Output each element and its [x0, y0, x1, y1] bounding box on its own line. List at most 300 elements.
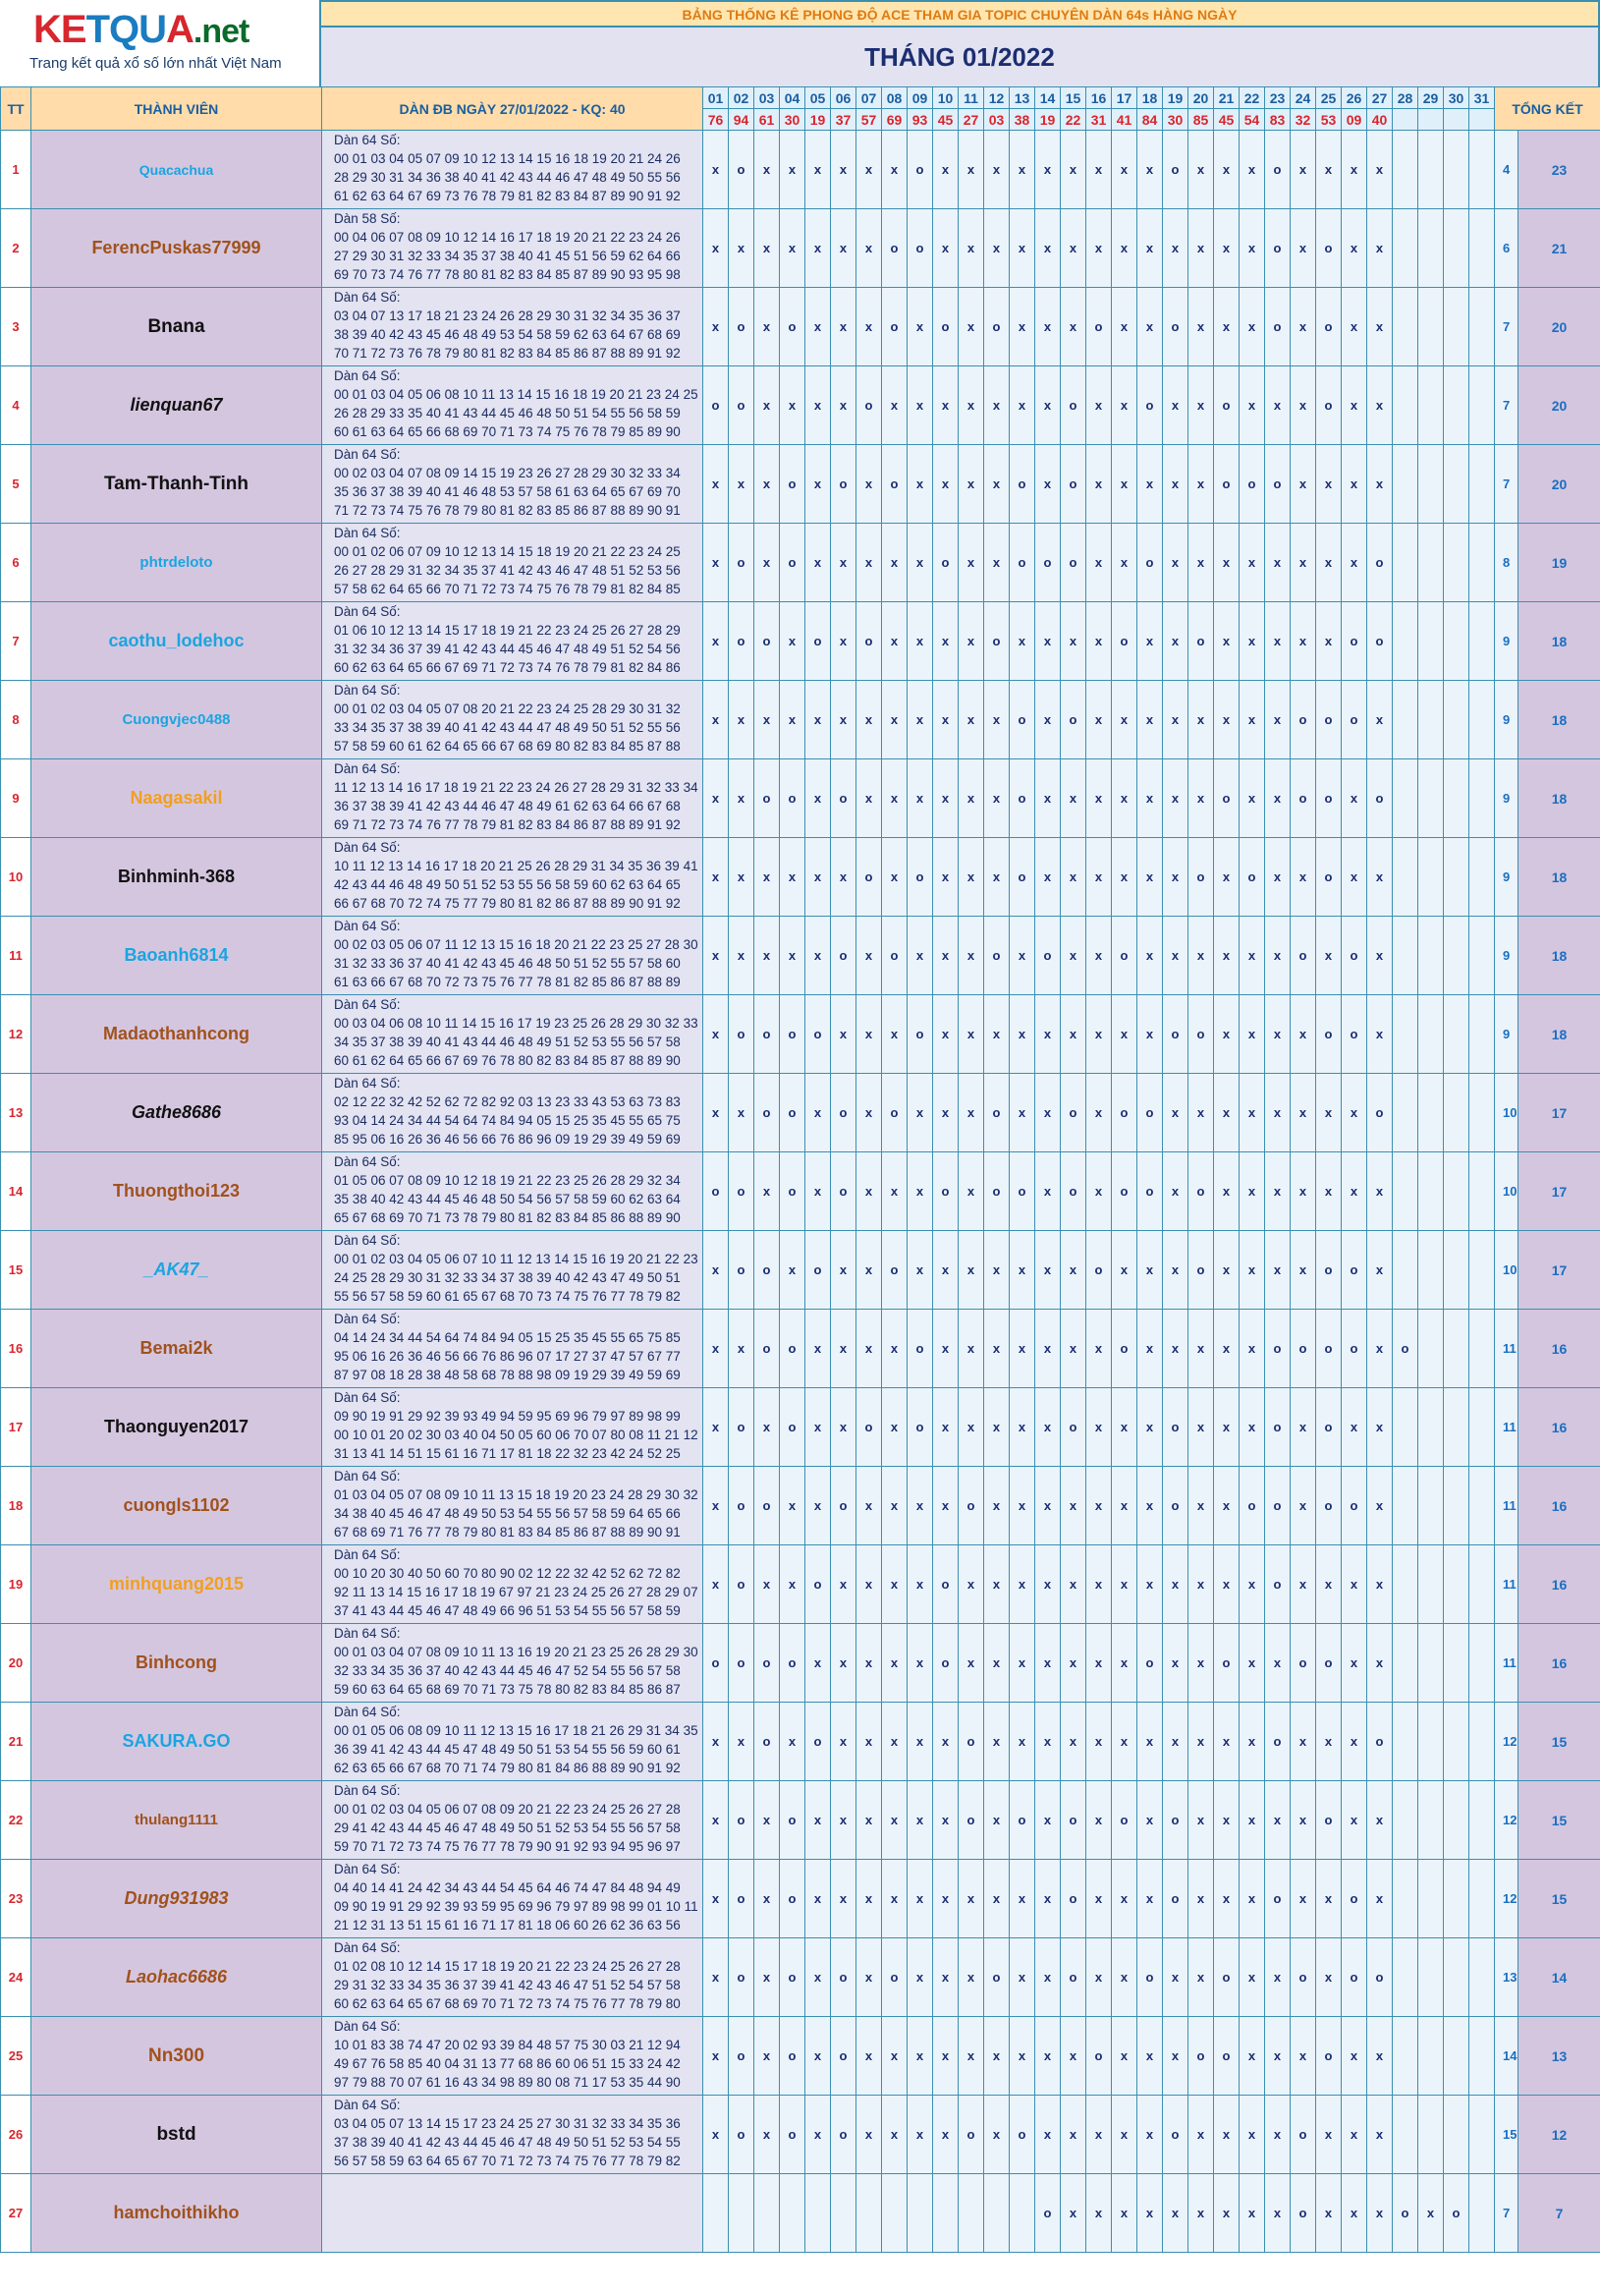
dan-numbers: 01 05 06 07 08 09 10 12 18 19 21 22 23 25 26 28 29 32 34 35 38 40 42 43 44 45 46 48 50 54 56 57 58 59 60 62 63 64 65 67 68 69 70 71 73 78 79 80 81 82 83 84 85 86 88 89 90: [334, 1173, 681, 1225]
day-mark: x: [984, 838, 1010, 917]
day-mark: x: [1342, 1545, 1367, 1624]
day-mark: x: [1035, 1938, 1061, 2017]
day-mark: x: [1367, 2096, 1393, 2174]
dan-numbers: 11 12 13 14 16 17 18 19 21 22 23 24 26 27 28 29 31 32 33 34 36 37 38 39 41 42 43 44 46 47 48 49 61 62 63 64 66 67 68 69 71 72 73 74 76 77 78 79 81 82 83 84 86 87 88 89 91 92: [334, 780, 698, 832]
day-mark: x: [1035, 1388, 1061, 1467]
member-dan: [322, 1467, 703, 1545]
day-mark: x: [959, 602, 984, 681]
day-mark: x: [1035, 995, 1061, 1074]
day-mark: x: [1265, 995, 1291, 1074]
member-name[interactable]: Laohac6686: [31, 1938, 322, 2017]
day-mark: x: [959, 1388, 984, 1467]
day-mark: x: [1214, 1781, 1240, 1860]
day-mark: x: [1342, 2096, 1367, 2174]
day-mark: x: [1265, 2017, 1291, 2096]
dan-numbers: 00 10 20 30 40 50 60 70 80 90 02 12 22 32 42 52 62 72 82 92 11 13 14 15 16 17 18 19 67 97 21 23 24 25 26 27 28 29 07 37 41 43 44 45 46 47 48 49 66 96 51 53 54 55 56 57 58 59: [334, 1566, 698, 1618]
member-name[interactable]: Binhcong: [31, 1624, 322, 1703]
dan-title: Dàn 64 Số:: [334, 2019, 401, 2034]
day-mark: x: [1214, 1545, 1240, 1624]
day-mark: o: [1265, 209, 1291, 288]
total-score: 23: [1518, 131, 1600, 209]
day-mark: o: [1010, 1781, 1035, 1860]
day-mark: x: [959, 1074, 984, 1152]
day-mark: x: [805, 1310, 831, 1388]
day-mark: x: [1163, 917, 1188, 995]
miss-count: 4: [1495, 131, 1518, 209]
day-header: 17: [1112, 87, 1137, 109]
day-mark: x: [1291, 524, 1316, 602]
day-mark: x: [1316, 1938, 1342, 2017]
day-mark: [1444, 1938, 1469, 2017]
day-mark: [1393, 1231, 1418, 1310]
day-mark: x: [1163, 1074, 1188, 1152]
member-name[interactable]: minhquang2015: [31, 1545, 322, 1624]
day-mark: [1469, 1152, 1495, 1231]
day-mark: o: [1163, 1467, 1188, 1545]
day-mark: [1393, 1624, 1418, 1703]
day-mark: o: [908, 1388, 933, 1467]
day-mark: x: [1265, 1781, 1291, 1860]
member-name[interactable]: phtrdeloto: [31, 524, 322, 602]
day-mark: o: [780, 1074, 805, 1152]
day-mark: x: [703, 2096, 729, 2174]
dan-numbers: 00 03 04 06 08 10 11 14 15 16 17 19 23 25 26 28 29 30 32 33 34 35 37 38 39 40 41 43 44 46 48 49 51 52 53 55 56 57 58 60 61 62 64 65 66 67 69 76 78 80 82 83 84 85 87 88 89 90: [334, 1016, 698, 1068]
dan-title: Dàn 64 Số:: [334, 290, 401, 305]
day-mark: o: [1214, 2017, 1240, 2096]
day-mark: [1393, 445, 1418, 524]
day-mark: x: [805, 209, 831, 288]
day-mark: o: [1112, 1074, 1137, 1152]
day-mark: o: [1061, 1781, 1086, 1860]
day-mark: o: [1265, 1860, 1291, 1938]
day-mark: x: [1367, 838, 1393, 917]
dan-numbers: 00 01 02 03 04 05 07 08 20 21 22 23 24 25 28 29 30 31 32 33 34 35 37 38 39 40 41 42 43 44 47 48 49 50 51 52 55 56 57 58 59 60 61 62 64 65 66 67 68 69 80 82 83 84 85 87 88: [334, 701, 681, 754]
row-number: 18: [1, 1467, 31, 1545]
day-mark: o: [1061, 1388, 1086, 1467]
day-mark: [1469, 1231, 1495, 1310]
member-name[interactable]: Baoanh6814: [31, 917, 322, 995]
day-result: 45: [1214, 109, 1240, 131]
day-result: 31: [1086, 109, 1112, 131]
day-mark: x: [959, 917, 984, 995]
day-mark: x: [1240, 1152, 1265, 1231]
member-row: [1, 1467, 1600, 1545]
member-name[interactable]: Tam-Thanh-Tinh: [31, 445, 322, 524]
day-mark: o: [882, 917, 908, 995]
member-dan: [322, 1152, 703, 1231]
miss-count: 11: [1495, 1310, 1518, 1388]
day-mark: [1444, 524, 1469, 602]
day-mark: x: [1367, 1624, 1393, 1703]
miss-count: 12: [1495, 1703, 1518, 1781]
member-name[interactable]: Cuongvjec0488: [31, 681, 322, 759]
day-mark: [1444, 1545, 1469, 1624]
day-mark: x: [1188, 131, 1214, 209]
member-row: [1, 288, 1600, 366]
day-header: 29: [1418, 87, 1444, 109]
miss-count: 9: [1495, 602, 1518, 681]
day-mark: x: [1188, 1938, 1214, 2017]
banner-title: BẢNG THỐNG KÊ PHONG ĐỘ ACE THAM GIA TOPIC CHUYÊN DÀN 64s HÀNG NGÀY: [321, 0, 1600, 28]
miss-count: 12: [1495, 1781, 1518, 1860]
day-mark: o: [1188, 2017, 1214, 2096]
day-mark: x: [959, 759, 984, 838]
day-mark: x: [1010, 1624, 1035, 1703]
member-name[interactable]: thulang1111: [31, 1781, 322, 1860]
day-mark: x: [1367, 995, 1393, 1074]
member-row: [1, 1152, 1600, 1231]
day-mark: [1469, 759, 1495, 838]
day-mark: x: [1137, 2174, 1163, 2253]
row-number: 16: [1, 1310, 31, 1388]
day-mark: x: [984, 131, 1010, 209]
day-mark: x: [933, 2017, 959, 2096]
day-mark: x: [703, 1467, 729, 1545]
dan-numbers: 04 14 24 34 44 54 64 74 84 94 05 15 25 35 45 55 65 75 85 95 06 16 26 36 46 56 66 76 86 96 07 17 27 37 47 57 67 77 87 97 08 18 28 38 48 58 68 78 88 98 09 19 29 39 49 59 69: [334, 1330, 681, 1382]
day-mark: o: [856, 366, 882, 445]
dan-numbers: 00 01 05 06 08 09 10 11 12 13 15 16 17 18 21 26 29 31 34 35 36 39 41 42 43 44 45 47 48 49 50 51 53 54 55 56 59 60 61 62 63 65 66 67 68 70 71 74 79 80 81 84 86 88 89 90 91 92: [334, 1723, 698, 1775]
day-mark: o: [1188, 995, 1214, 1074]
day-mark: [1444, 1624, 1469, 1703]
member-row: [1, 995, 1600, 1074]
day-mark: o: [1163, 995, 1188, 1074]
site-logo[interactable]: [0, 0, 321, 86]
day-mark: [1444, 1703, 1469, 1781]
day-header: 01: [703, 87, 729, 109]
member-name[interactable]: FerencPuskas77999: [31, 209, 322, 288]
day-mark: x: [1137, 288, 1163, 366]
day-mark: x: [984, 1860, 1010, 1938]
member-name[interactable]: cuongls1102: [31, 1467, 322, 1545]
day-mark: o: [729, 524, 754, 602]
day-mark: o: [1061, 366, 1086, 445]
day-mark: x: [1112, 1545, 1137, 1624]
day-mark: x: [1342, 445, 1367, 524]
day-mark: x: [882, 366, 908, 445]
day-mark: x: [1086, 2174, 1112, 2253]
total-score: 12: [1518, 2096, 1600, 2174]
day-mark: o: [729, 1860, 754, 1938]
day-mark: x: [1342, 288, 1367, 366]
day-mark: x: [1010, 209, 1035, 288]
day-mark: o: [1010, 1152, 1035, 1231]
dan-numbers: 00 01 02 03 04 05 06 07 08 09 20 21 22 23 24 25 26 27 28 29 41 42 43 44 45 46 47 48 49 50 51 52 53 54 55 56 57 58 59 70 71 72 73 74 75 76 77 78 79 90 91 92 93 94 95 96 97: [334, 1802, 681, 1854]
day-mark: x: [1214, 995, 1240, 1074]
member-row: [1, 1938, 1600, 2017]
member-name[interactable]: Madaothanhcong: [31, 995, 322, 1074]
day-header: 18: [1137, 87, 1163, 109]
day-mark: x: [882, 1310, 908, 1388]
day-mark: o: [1010, 2096, 1035, 2174]
day-mark: [1444, 1860, 1469, 1938]
member-dan: [322, 524, 703, 602]
row-number: 19: [1, 1545, 31, 1624]
member-name[interactable]: Dung931983: [31, 1860, 322, 1938]
day-mark: x: [754, 288, 780, 366]
row-number: 26: [1, 2096, 31, 2174]
day-mark: x: [1061, 1624, 1086, 1703]
day-mark: o: [1112, 1310, 1137, 1388]
day-mark: x: [933, 1467, 959, 1545]
day-header: 11: [959, 87, 984, 109]
miss-count: 14: [1495, 2017, 1518, 2096]
day-mark: x: [1188, 1703, 1214, 1781]
day-mark: [1444, 602, 1469, 681]
day-mark: x: [1291, 366, 1316, 445]
total-score: 20: [1518, 366, 1600, 445]
day-mark: x: [703, 1938, 729, 2017]
member-name[interactable]: bstd: [31, 2096, 322, 2174]
day-mark: x: [984, 681, 1010, 759]
day-mark: x: [1163, 445, 1188, 524]
day-mark: x: [1086, 838, 1112, 917]
dan-title: Dàn 64 Số:: [334, 1626, 401, 1641]
day-mark: x: [856, 1545, 882, 1624]
day-mark: x: [1214, 2174, 1240, 2253]
day-mark: x: [1061, 759, 1086, 838]
day-mark: x: [1188, 2174, 1214, 2253]
day-mark: x: [754, 209, 780, 288]
day-mark: x: [729, 681, 754, 759]
day-mark: o: [882, 445, 908, 524]
day-mark: x: [1240, 2017, 1265, 2096]
row-number: 10: [1, 838, 31, 917]
day-mark: x: [856, 1860, 882, 1938]
day-mark: x: [1137, 1860, 1163, 1938]
day-mark: x: [1188, 1074, 1214, 1152]
day-mark: x: [1188, 288, 1214, 366]
day-mark: o: [1214, 1938, 1240, 2017]
day-mark: x: [1367, 1545, 1393, 1624]
day-mark: x: [1112, 995, 1137, 1074]
member-name[interactable]: SAKURA.GO: [31, 1703, 322, 1781]
day-mark: x: [1342, 524, 1367, 602]
member-row: [1, 1624, 1600, 1703]
day-mark: x: [1240, 995, 1265, 1074]
member-name[interactable]: caothu_lodehoc: [31, 602, 322, 681]
day-mark: o: [1163, 1388, 1188, 1467]
day-mark: x: [1163, 1545, 1188, 1624]
day-mark: x: [856, 1938, 882, 2017]
day-mark: [1469, 209, 1495, 288]
day-mark: o: [908, 1310, 933, 1388]
day-mark: x: [856, 288, 882, 366]
day-mark: o: [1316, 681, 1342, 759]
day-mark: x: [1035, 366, 1061, 445]
day-mark: x: [1112, 1467, 1137, 1545]
member-name[interactable]: _AK47_: [31, 1231, 322, 1310]
day-mark: x: [1316, 917, 1342, 995]
member-name[interactable]: Nn300: [31, 2017, 322, 2096]
day-mark: x: [1137, 1545, 1163, 1624]
day-mark: x: [1240, 602, 1265, 681]
day-mark: o: [1367, 1938, 1393, 2017]
day-mark: x: [1061, 917, 1086, 995]
row-number: 12: [1, 995, 31, 1074]
dan-title: Dàn 64 Số:: [334, 1076, 401, 1091]
day-mark: x: [1188, 209, 1214, 288]
day-header: 13: [1010, 87, 1035, 109]
miss-count: 7: [1495, 288, 1518, 366]
member-name[interactable]: Binhminh-368: [31, 838, 322, 917]
day-mark: x: [1035, 1860, 1061, 1938]
day-mark: x: [1367, 1231, 1393, 1310]
member-dan: [322, 2017, 703, 2096]
total-score: 16: [1518, 1310, 1600, 1388]
day-mark: x: [831, 1388, 856, 1467]
miss-count: 11: [1495, 1388, 1518, 1467]
day-mark: o: [780, 1938, 805, 2017]
day-mark: o: [1291, 2174, 1316, 2253]
member-name[interactable]: Naagasakil: [31, 759, 322, 838]
day-mark: x: [1010, 366, 1035, 445]
day-mark: x: [1035, 2017, 1061, 2096]
day-mark: x: [1035, 1624, 1061, 1703]
day-mark: x: [1010, 2017, 1035, 2096]
total-score: 15: [1518, 1860, 1600, 1938]
day-mark: x: [1291, 1860, 1316, 1938]
day-mark: o: [780, 2017, 805, 2096]
day-mark: x: [1316, 1152, 1342, 1231]
day-mark: x: [831, 1624, 856, 1703]
day-mark: x: [1265, 2174, 1291, 2253]
day-mark: [1444, 1152, 1469, 1231]
day-mark: x: [831, 1781, 856, 1860]
day-mark: x: [1112, 288, 1137, 366]
day-mark: [831, 2174, 856, 2253]
day-mark: o: [1342, 1467, 1367, 1545]
day-mark: x: [1214, 1310, 1240, 1388]
day-mark: x: [1291, 1152, 1316, 1231]
dan-title: Dàn 64 Số:: [334, 840, 401, 855]
day-mark: x: [831, 681, 856, 759]
member-dan: [322, 1310, 703, 1388]
day-mark: x: [754, 1388, 780, 1467]
day-mark: [984, 2174, 1010, 2253]
member-name[interactable]: Thuongthoi123: [31, 1152, 322, 1231]
day-mark: [1393, 366, 1418, 445]
day-mark: o: [1316, 2017, 1342, 2096]
day-mark: o: [1240, 838, 1265, 917]
day-mark: x: [831, 838, 856, 917]
day-mark: x: [1265, 2096, 1291, 2174]
day-mark: x: [703, 917, 729, 995]
day-header: 12: [984, 87, 1010, 109]
day-mark: o: [729, 1152, 754, 1231]
member-name[interactable]: lienquan67: [31, 366, 322, 445]
day-mark: o: [1010, 759, 1035, 838]
day-mark: o: [1316, 1467, 1342, 1545]
member-name[interactable]: Bnana: [31, 288, 322, 366]
member-name[interactable]: hamchoithikho: [31, 2174, 322, 2253]
day-mark: o: [1010, 445, 1035, 524]
day-mark: x: [780, 1231, 805, 1310]
day-mark: o: [1137, 1074, 1163, 1152]
row-number: 27: [1, 2174, 31, 2253]
day-mark: x: [1188, 1545, 1214, 1624]
member-name[interactable]: Bemai2k: [31, 1310, 322, 1388]
day-mark: x: [856, 2096, 882, 2174]
day-mark: x: [1214, 1467, 1240, 1545]
day-mark: [1418, 1152, 1444, 1231]
day-mark: o: [933, 1624, 959, 1703]
day-mark: o: [1112, 602, 1137, 681]
day-mark: x: [1291, 1231, 1316, 1310]
day-mark: x: [1291, 209, 1316, 288]
day-mark: o: [1291, 1938, 1316, 2017]
day-mark: x: [1316, 445, 1342, 524]
day-header: 02: [729, 87, 754, 109]
day-mark: o: [959, 2096, 984, 2174]
member-name[interactable]: Thaonguyen2017: [31, 1388, 322, 1467]
member-row: [1, 838, 1600, 917]
day-mark: x: [1035, 1781, 1061, 1860]
day-mark: x: [1265, 681, 1291, 759]
day-mark: [856, 2174, 882, 2253]
day-mark: x: [1086, 445, 1112, 524]
day-mark: [1469, 445, 1495, 524]
day-mark: x: [1214, 1388, 1240, 1467]
day-mark: x: [856, 1074, 882, 1152]
dan-numbers: 00 01 02 03 04 05 06 07 10 11 12 13 14 15 16 19 20 21 22 23 24 25 28 29 30 31 32 33 34 37 38 39 40 42 43 47 49 50 51 55 56 57 58 59 60 61 65 67 68 70 73 74 75 76 77 78 79 82: [334, 1252, 698, 1304]
row-number: 4: [1, 366, 31, 445]
miss-count: 12: [1495, 1860, 1518, 1938]
member-row: [1, 366, 1600, 445]
day-mark: x: [831, 1545, 856, 1624]
day-mark: o: [1342, 1310, 1367, 1388]
day-mark: o: [856, 1388, 882, 1467]
day-mark: x: [1061, 288, 1086, 366]
day-mark: [1444, 995, 1469, 1074]
day-mark: x: [1240, 1074, 1265, 1152]
day-mark: x: [1188, 1860, 1214, 1938]
day-mark: x: [1342, 1703, 1367, 1781]
day-mark: x: [933, 759, 959, 838]
day-mark: x: [729, 1310, 754, 1388]
day-mark: x: [780, 681, 805, 759]
day-mark: o: [831, 1467, 856, 1545]
day-mark: [1418, 759, 1444, 838]
miss-count: 6: [1495, 209, 1518, 288]
day-mark: o: [805, 995, 831, 1074]
day-mark: [1444, 2096, 1469, 2174]
day-mark: x: [856, 1624, 882, 1703]
day-result: 84: [1137, 109, 1163, 131]
day-mark: x: [1163, 524, 1188, 602]
miss-count: 9: [1495, 917, 1518, 995]
total-score: 7: [1518, 2174, 1600, 2253]
member-name[interactable]: Gathe8686: [31, 1074, 322, 1152]
day-mark: x: [1035, 1074, 1061, 1152]
day-mark: x: [1086, 995, 1112, 1074]
day-mark: o: [1291, 1310, 1316, 1388]
day-mark: [1393, 759, 1418, 838]
day-mark: x: [805, 1467, 831, 1545]
day-mark: o: [1316, 1231, 1342, 1310]
day-mark: x: [1188, 917, 1214, 995]
member-name[interactable]: Quacachua: [31, 131, 322, 209]
day-mark: x: [1265, 366, 1291, 445]
day-mark: o: [1367, 759, 1393, 838]
day-mark: x: [780, 131, 805, 209]
day-mark: x: [933, 995, 959, 1074]
day-mark: x: [1316, 1074, 1342, 1152]
member-row: [1, 2174, 1600, 2253]
day-mark: x: [984, 2096, 1010, 2174]
day-mark: x: [1342, 2174, 1367, 2253]
day-mark: o: [780, 445, 805, 524]
day-mark: x: [1291, 2017, 1316, 2096]
